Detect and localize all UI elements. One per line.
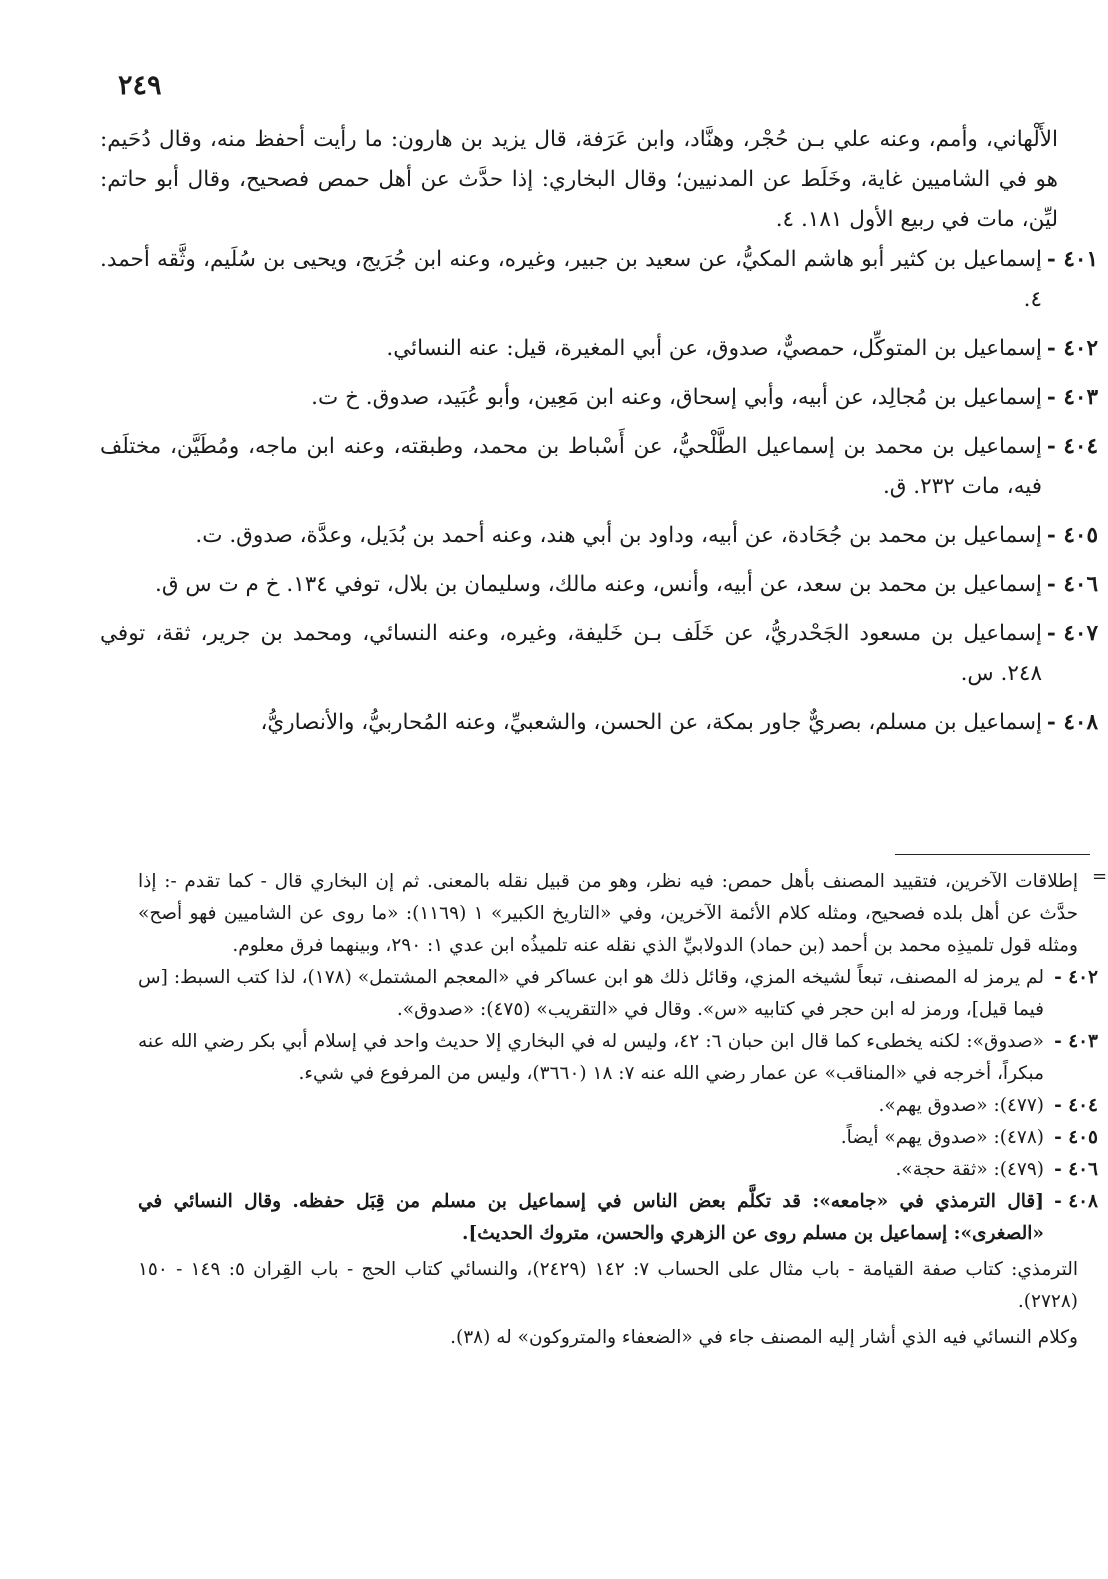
entry-text: إسماعيل بن مسلم، بصريٌّ جاور بمكة، عن الحسن، والشعبيِّ، وعنه المُحاربيُّ، والأنصاريُّ، [260, 710, 1042, 735]
footnote-text: الترمذي: كتاب صفة القيامة - باب مثال على الحساب ٧: ١٤٢ (٢٤٢٩)، والنسائي كتاب الحج - باب القِران ٥: ١٤٩ - ١٥٠ (٢٧٢٨). [138, 1259, 1078, 1312]
footnote-text: [قال الترمذي في «جامعه»: قد تكلَّم بعض الناس في إسماعيل بن مسلم من قِبَل حفظه. وقال النسائي في «الصغرى»: إسماعيل بن مسلم روى عن الزهري والحسن، متروك الحديث]. [138, 1191, 1044, 1244]
footnote-403 [138, 1026, 1098, 1090]
entry-number: ٤٠٤ - [1046, 434, 1098, 459]
footnote-text: (٤٧٧): «صدوق يهم». [878, 1095, 1044, 1116]
footnote-continuation [138, 866, 1098, 962]
footnote-405 [138, 1122, 1098, 1154]
entry-text: إسماعيل بن مُجالِد، عن أبيه، وأبي إسحاق، وعنه ابن مَعِين، وأبو عُبَيد، صدوق. خ ت. [311, 385, 1042, 410]
entry-text: إسماعيل بن محمد بن جُحَادة، عن أبيه، وداود بن أبي هند، وعنه أحمد بن بُدَيل، وعدَّة، صدوق. ت. [195, 523, 1042, 548]
entry-text: إسماعيل بن محمد بن سعد، عن أبيه، وأنس، وعنه مالك، وسليمان بن بلال، توفي ١٣٤. خ م ت س ق. [154, 572, 1042, 597]
footnote-text: (٤٧٩): «ثقة حجة». [895, 1159, 1044, 1180]
entry-number: ٤٠٦ - [1046, 572, 1098, 597]
entry-407 [100, 614, 1098, 694]
footnote-text: «صدوق»: لكنه يخطىء كما قال ابن حبان ٦: ٤٢، وليس له في البخاري إلا حديث واحد في إسلام أبي بكر رضي الله عنه مبكراً، أخرجه في «المناقب» عن عمار رضي الله عنه ٧: ١٨ (٣٦٦٠)، وليس من المرفوع في شيء. [138, 1031, 1044, 1084]
footnote-408-note [138, 1322, 1098, 1354]
entry-405 [100, 516, 1098, 556]
footnote-text: إطلاقات الآخرين، فتقييد المصنف بأهل حمص: فيه نظر، وهو من قبيل نقله بالمعنى. ثم إن البخاري قال - كما تقدم -: إذا حدَّث عن أهل بلده فصحيح، ومثله كلام الأئمة الآخرين، وفي «التاريخ الكبير» ١ (١١٦٩): «ما روى عن الشاميين فهو أصح» ومثله قول تلميذِه محمد بن أحمد (بن حماد) الدولابيِّ الذي نقله عنه تلميذُه ابن عدي ١: ٢٩٠، وبينهما فرق معلوم. [138, 871, 1078, 956]
entry-number: ٤٠٥ - [1046, 523, 1098, 548]
entry-text: إسماعيل بن محمد بن إسماعيل الطَّلْحيُّ، عن أَسْباط بن محمد، وطبقته، وعنه ابن ماجه، ومُطَيَّن، مختلَف فيه، مات ٢٣٢. ق. [100, 434, 1042, 499]
footnotes [138, 866, 1098, 1354]
page-number: ٢٤٩ [118, 70, 162, 101]
entry-number: ٤٠١ - [1046, 247, 1098, 272]
footnote-number: ٤٠٨ - [1054, 1191, 1098, 1212]
footnote-408 [138, 1186, 1098, 1250]
entry-404 [100, 427, 1098, 507]
entry-text: إسماعيل بن المتوكِّل، حمصيٌّ، صدوق، عن أبي المغيرة، قيل: عنه النسائي. [386, 336, 1042, 361]
footnote-number: ٤٠٤ - [1054, 1095, 1098, 1116]
footnote-number: ٤٠٥ - [1054, 1127, 1098, 1148]
entry-number: ٤٠٨ - [1046, 710, 1098, 735]
entry-403 [100, 378, 1098, 418]
entry-text: إسماعيل بن كثير أبو هاشم المكيُّ، عن سعيد بن جبير، وغيره، وعنه ابن جُرَيج، ويحيى بن سُلَيم، وثَّقه أحمد. ٤. [100, 247, 1042, 312]
footnote-text: وكلام النسائي فيه الذي أشار إليه المصنف جاء في «الضعفاء والمتروكون» له (٣٨). [450, 1327, 1078, 1348]
entry-number: ٤٠٣ - [1046, 385, 1098, 410]
main-text [100, 120, 1098, 752]
continuation-paragraph: الأَلْهاني، وأمم، وعنه علي بـن حُجْر، وهنَّاد، وابن عَرَفة، قال يزيد بن هارون: ما رأيت أحفظ منه، وقال دُحَيم: هو في الشاميين غاية، وخَلَط عن المدنيين؛ وقال البخاري: إذا حدَّث عن أهل حمص فصحيح، وقال أبو حاتم: ليِّن، مات في ربيع الأول ١٨١. ٤. [100, 127, 1058, 232]
footnote-text: لم يرمز له المصنف، تبعاً لشيخه المزي، وقائل ذلك هو ابن عساكر في «المعجم المشتمل» (١٧٨)، لذا كتب السبط: [س فيما قيل]، ورمز له ابن حجر في كتابيه «س». وقال في «التقريب» (٤٧٥): «صدوق». [138, 967, 1044, 1020]
footnote-408-sources [138, 1254, 1098, 1318]
footnote-406 [138, 1154, 1098, 1186]
entry-number: ٤٠٢ - [1046, 336, 1098, 361]
footnote-number: ٤٠٦ - [1054, 1159, 1098, 1180]
entry-text: إسماعيل بن مسعود الجَحْدريُّ، عن خَلَف بـن خَليفة، وغيره، وعنه النسائي، ومحمد بن جرير، ثقة، توفي ٢٤٨. س. [100, 621, 1042, 686]
continuation-marker: = [1092, 866, 1108, 887]
entry-402 [100, 329, 1098, 369]
entry-408 [100, 703, 1098, 743]
footnote-number: ٤٠٣ - [1054, 1031, 1098, 1052]
footnote-number: ٤٠٢ - [1054, 967, 1098, 988]
entry-401 [100, 240, 1098, 320]
entry-number: ٤٠٧ - [1046, 621, 1098, 646]
entry-406 [100, 565, 1098, 605]
footnote-402 [138, 962, 1098, 1026]
footnote-text: (٤٧٨): «صدوق يهم» أيضاً. [840, 1127, 1044, 1148]
footnote-404 [138, 1090, 1098, 1122]
footnote-divider [895, 854, 1090, 855]
